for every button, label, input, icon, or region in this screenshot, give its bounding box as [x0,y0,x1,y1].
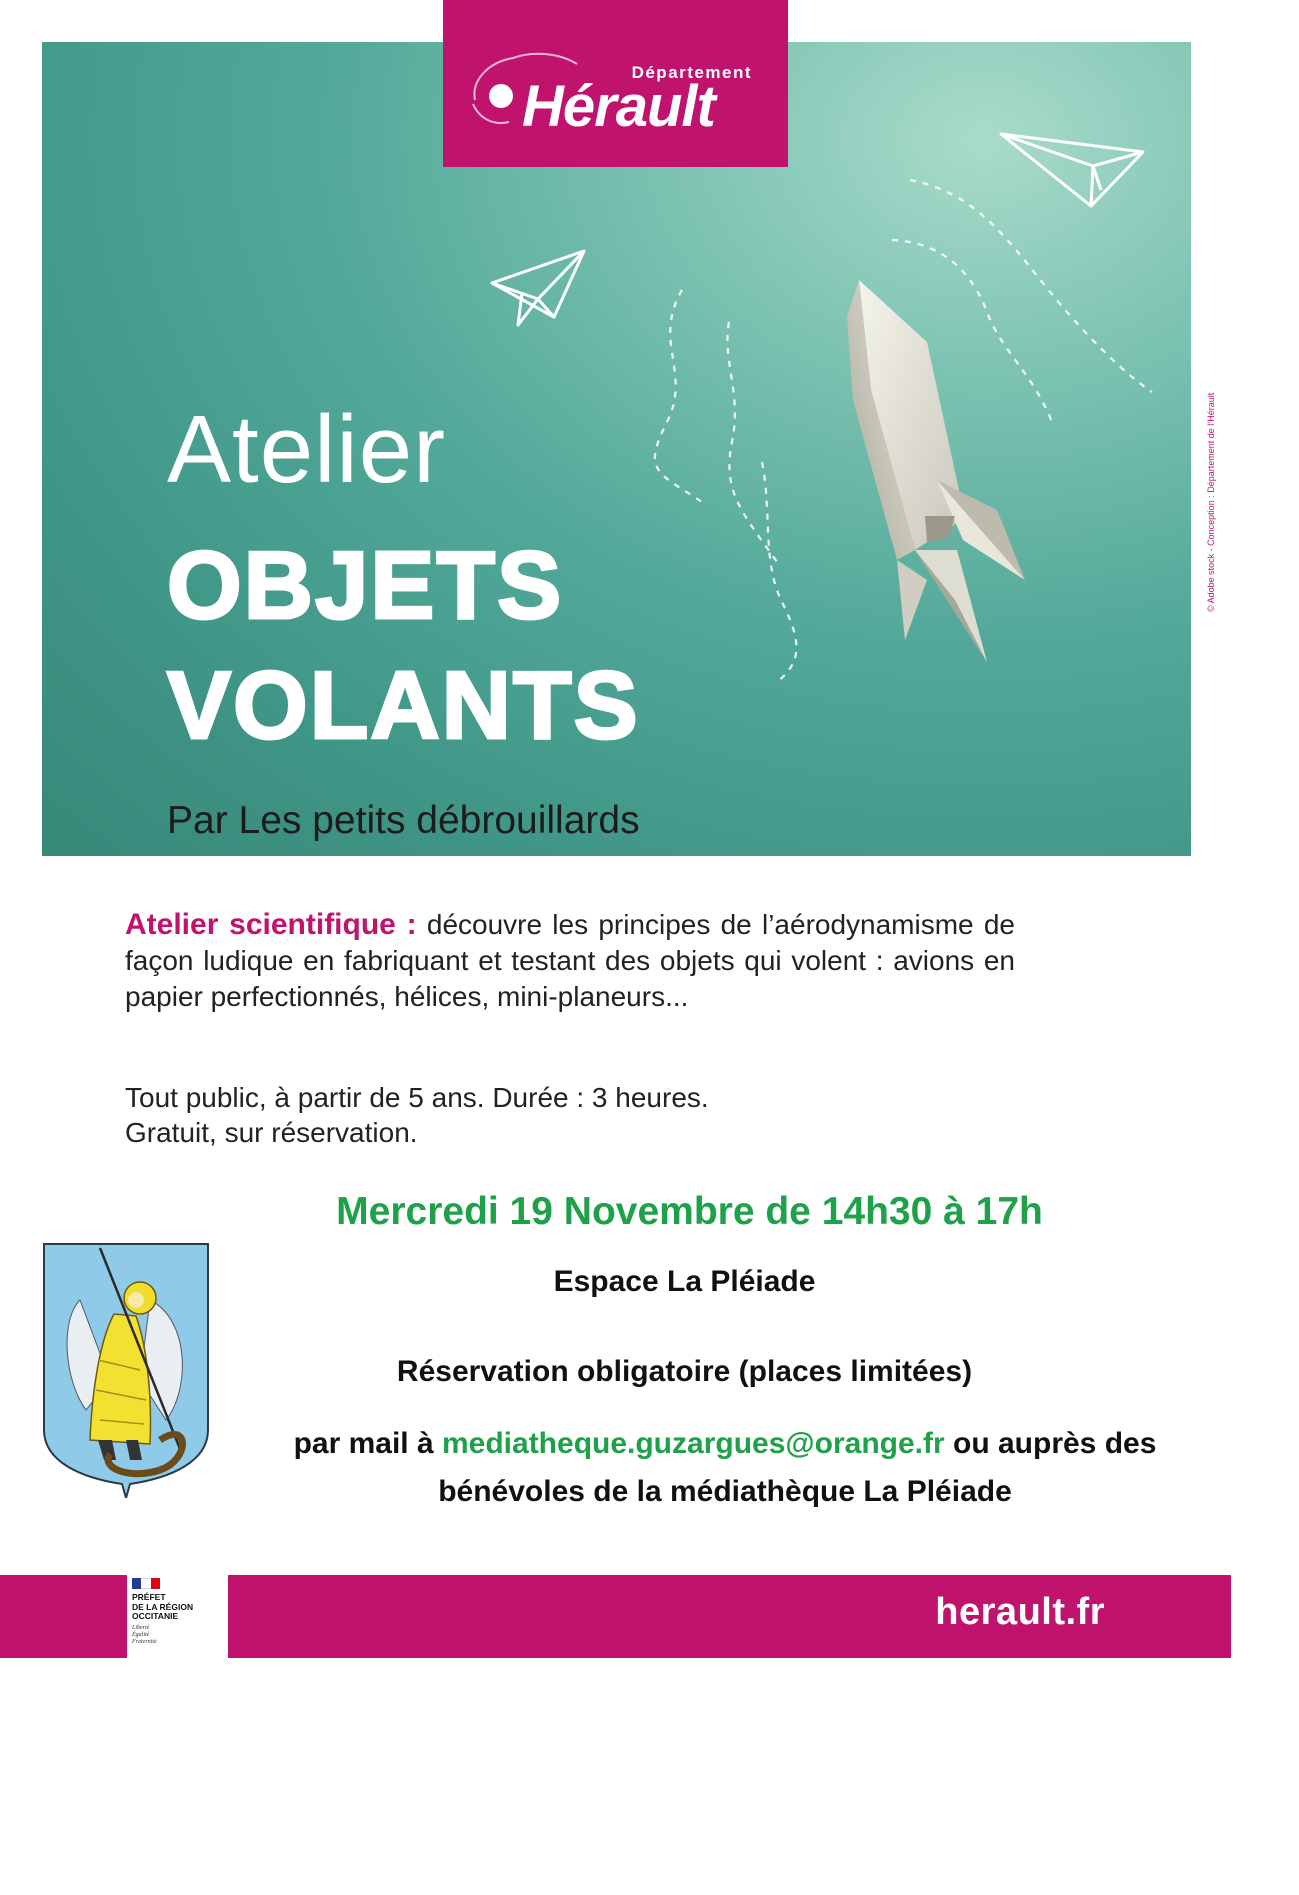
byline: Par Les petits débrouillards [167,799,640,842]
footer-website-link[interactable]: herault.fr [935,1591,1105,1633]
contact-prefix: par mail à [293,1427,442,1460]
intro-lead: Atelier scientifique : [125,908,417,941]
event-venue: Espace La Pléiade [553,1265,816,1298]
intro-text: découvre les principes de l’aérodynamisme de façon ludique en fabriquant et testant des objets qui volent : avions en papier perfectionnés, hélices, mini-planeurs... [125,909,1015,1012]
intro-paragraph [125,907,1015,1015]
title-volants: VOLANTS [167,652,640,759]
motto-fraternite: Fraternité [132,1638,157,1645]
event-date: Mercredi 19 Novembre de 14h30 à 17h [336,1190,1043,1233]
prefet-line-2: DE LA RÉGION [132,1601,194,1612]
paper-rocket-illustration [787,280,1067,680]
title-atelier: Atelier [167,396,447,503]
event-reservation: Réservation obligatoire (places limitées) [396,1355,973,1388]
event-contact [250,1420,1200,1516]
prefet-occitanie-logo [132,1578,224,1646]
info-price: Gratuit, sur réservation. [125,1117,418,1148]
prefet-line-1: PRÉFET [132,1592,166,1602]
logo-department-label: Département [631,63,752,82]
paper-plane-large-icon [997,130,1147,210]
title-objets: OBJETS [167,532,564,639]
info-block [125,1080,709,1150]
paper-plane-icon [488,247,588,337]
photo-credit: © Adobe stock - Conception : Département de l’Hérault [1206,392,1216,612]
footer-band [228,1575,1231,1658]
herault-logo[interactable] [443,0,788,167]
info-audience: Tout public, à partir de 5 ans. Durée : 3 heures. [125,1082,709,1113]
motto-liberte: Liberté [132,1624,150,1631]
prefet-line-3: OCCITANIE [132,1611,179,1621]
footer-band-left [0,1575,127,1658]
french-flag-icon [132,1578,160,1589]
contact-email-link[interactable]: mediatheque.guzargues@orange.fr [441,1427,945,1460]
logo-herault-label: Hérault [522,74,715,139]
contact-suffix: ou auprès des bénévoles de la médiathèque La Pléiade [438,1427,1157,1508]
motto-egalite: Égalité [132,1631,150,1638]
